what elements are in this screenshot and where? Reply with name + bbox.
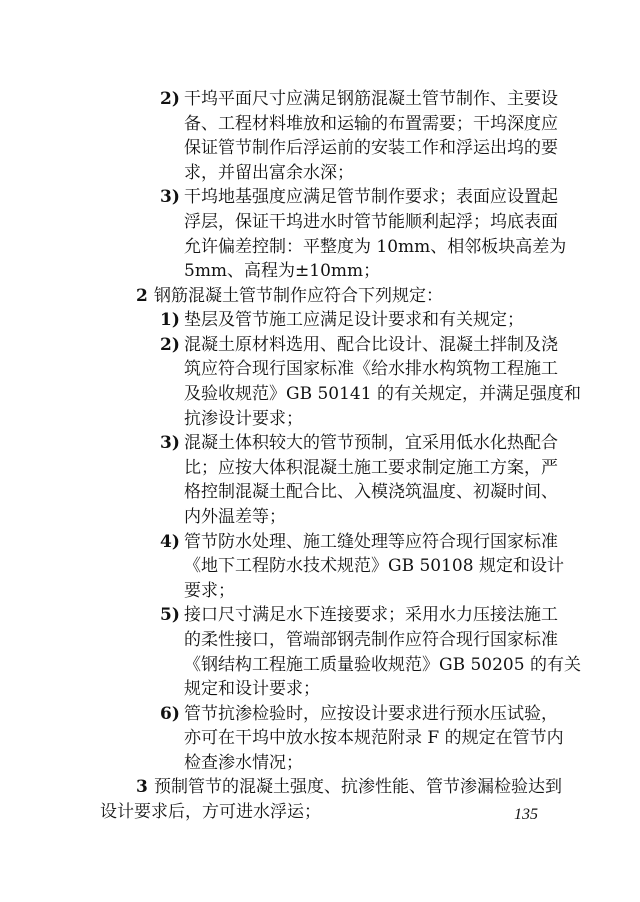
item-text-line: 《钢结构工程施工质量验收规范》GB 50205 的有关 bbox=[184, 654, 581, 675]
item-text-line: 管节防水处理、施工缝处理等应符合现行国家标准 bbox=[184, 531, 558, 552]
item-text-line: 干坞平面尺寸应满足钢筋混凝土管节制作、主要设 bbox=[184, 89, 558, 109]
item-text-line: 筑应符合现行国家标准《给水排水构筑物工程施工 bbox=[184, 359, 558, 380]
item-text-line: 混凝土原材料选用、配合比设计、混凝土拌制及浇 bbox=[184, 334, 558, 355]
item-text-line: 规定和设计要求； bbox=[184, 679, 320, 700]
item-text-line: 比；应按大体积混凝土施工要求制定施工方案，严 bbox=[184, 457, 558, 478]
item-text-line: 格控制混凝土配合比、入模浇筑温度、初凝时间、 bbox=[184, 482, 558, 503]
clause-number: 2 bbox=[136, 285, 148, 306]
item-text-line: 5mm、高程为±10mm； bbox=[184, 261, 381, 282]
clause-text-line: 预制管节的混凝土强度、抗渗性能、管节渗漏检验达到 bbox=[154, 777, 562, 798]
item-text-line: 管节抗渗检验时，应按设计要求进行预水压试验， bbox=[184, 703, 558, 724]
item-number: 2) bbox=[160, 89, 180, 109]
item-number: 2) bbox=[160, 334, 180, 355]
item-text-line: 检查渗水情况； bbox=[184, 752, 303, 773]
item-text-line: 抗渗设计要求； bbox=[184, 408, 303, 429]
clause-text-line: 设计要求后，方可进水浮运； bbox=[100, 802, 321, 822]
item-number: 3) bbox=[160, 187, 180, 208]
item-text-line: 垫层及管节施工应满足设计要求和有关规定； bbox=[184, 310, 524, 331]
item-number: 4) bbox=[160, 531, 180, 552]
item-number: 6) bbox=[160, 703, 180, 724]
item-text-line: 的柔性接口，管端部钢壳制作应符合现行国家标准 bbox=[184, 629, 558, 650]
clause-text-line: 钢筋混凝土管节制作应符合下列规定： bbox=[154, 285, 443, 306]
item-text-line: 求，并留出富余水深； bbox=[184, 162, 354, 183]
item-number: 1) bbox=[160, 310, 180, 331]
item-number: 3) bbox=[160, 433, 180, 454]
item-number: 5) bbox=[160, 605, 180, 626]
item-text-line: 允许偏差控制：平整度为 10mm、相邻板块高差为 bbox=[184, 236, 567, 257]
item-text-line: 及验收规范》GB 50141 的有关规定，并满足强度和 bbox=[184, 384, 581, 404]
item-text-line: 内外温差等； bbox=[184, 507, 286, 527]
item-text-line: 浮层，保证干坞进水时管节能顺利起浮；坞底表面 bbox=[184, 211, 558, 232]
clause-number: 3 bbox=[136, 777, 148, 798]
page-number: 135 bbox=[514, 806, 538, 823]
item-text-line: 保证管节制作后浮运前的安装工作和浮运出坞的要 bbox=[184, 138, 558, 159]
item-text-line: 接口尺寸满足水下连接要求；采用水力压接法施工 bbox=[184, 605, 558, 626]
item-text-line: 要求； bbox=[184, 580, 235, 601]
item-text-line: 干坞地基强度应满足管节制作要求；表面应设置起 bbox=[184, 187, 558, 208]
item-text-line: 混凝土体积较大的管节预制，宜采用低水化热配合 bbox=[184, 433, 558, 454]
item-text-line: 《地下工程防水技术规范》GB 50108 规定和设计 bbox=[184, 556, 564, 577]
item-text-line: 亦可在干坞中放水按本规范附录 F 的规定在管节内 bbox=[184, 728, 564, 749]
item-text-line: 备、工程材料堆放和运输的布置需要；干坞深度应 bbox=[184, 113, 558, 134]
